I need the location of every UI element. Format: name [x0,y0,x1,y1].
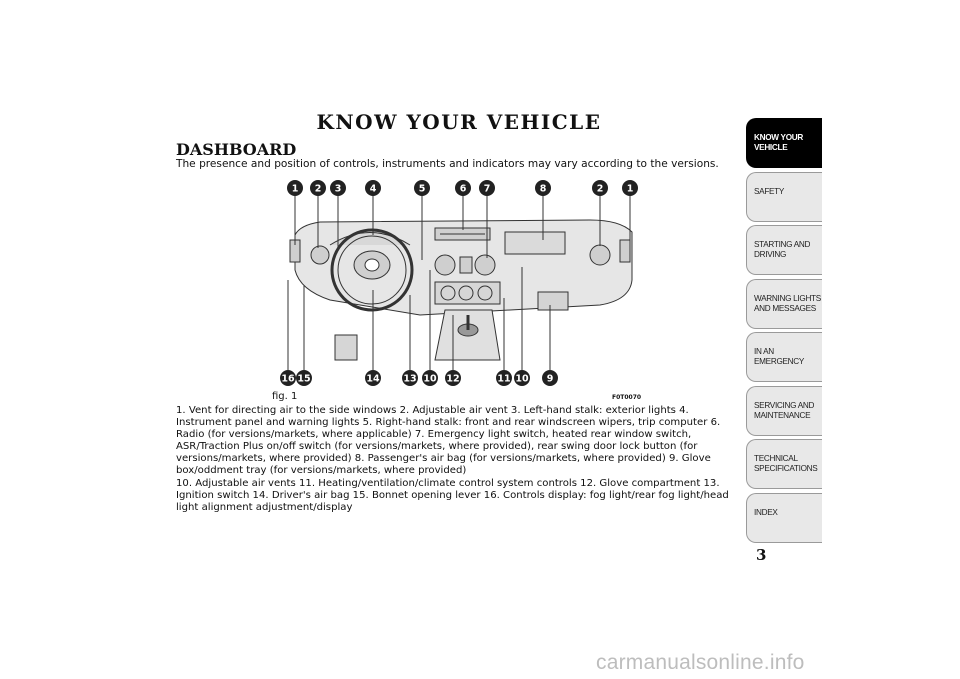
callout-label: 5 [418,183,426,195]
callout-label: 4 [369,183,377,195]
chapter-tabs [746,118,822,546]
tab-in-an-emergency[interactable]: IN AN EMERGENCY [746,332,822,382]
legend-paragraph: 1. Vent for directing air to the side windows 2. Adjustable air vent 3. Left-hand stalk: exterior lights 4. Instrument panel and warning lights 5. Right-hand stalk: front and rear windscreen wipers, trip computer 6. Radio (for versions/markets, where applicable) 7. Emergency light switch, heated rear window switch, ASR/Traction Plus on/off switch (for versions/markets, where provided), rear swing door lock button (for versions/markets, where provided) 8. Passenger's air bag (for versions/markets, where provided) 9. Glove box/oddment tray (for versions/markets, where provided) [176,405,721,477]
callout-label: 1 [626,183,634,195]
callout-label: 14 [366,373,380,385]
chapter-title: KNOW YOUR VEHICLE [316,110,602,134]
callout-label: 9 [546,373,554,385]
tab-technical-specifications[interactable]: TECHNICAL SPECIFICATIONS [746,439,822,489]
tab-know-your-vehicle[interactable]: KNOW YOUR VEHICLE [746,118,822,168]
figure-caption: fig. 1 [272,391,298,402]
tab-index[interactable]: INDEX [746,493,822,543]
tab-warning-lights[interactable]: WARNING LIGHTS AND MESSAGES [746,279,822,329]
callout-label: 2 [314,183,322,195]
callout-label: 3 [334,183,342,195]
watermark: carmanualsonline.info [596,651,805,674]
page-number: 3 [756,546,767,564]
callout-label: 12 [446,373,460,385]
callout-label: 7 [483,183,491,195]
section-intro: The presence and position of controls, instruments and indicators may vary according to the versions. [176,158,719,170]
callout-label: 10 [515,373,529,385]
tab-safety[interactable]: SAFETY [746,172,822,222]
callout-label: 15 [297,373,311,385]
legend-paragraph: 10. Adjustable air vents 11. Heating/ventilation/climate control system controls 12. Glove compartment 13. Ignition switch 14. Driver's air bag 15. Bonnet opening lever 16. Controls display: fog light/rear fog light/head light alignment adjustment/display [176,477,729,513]
tab-starting-and-driving[interactable]: STARTING AND DRIVING [746,225,822,275]
callout-label: 13 [403,373,417,385]
figure-code: F0T0070 [612,394,642,401]
legend-text [176,405,742,514]
callout-label: 11 [497,373,511,385]
dashboard-illustration [260,170,680,402]
callout-label: 10 [423,373,437,385]
callout-label: 1 [291,183,299,195]
callout-label: 6 [459,183,467,195]
callout-label: 16 [281,373,295,385]
callout-label: 8 [539,183,547,195]
tab-servicing-and-maintenance[interactable]: SERVICING AND MAINTENANCE [746,386,822,436]
section-title: DASHBOARD [176,140,297,159]
callout-label: 2 [596,183,604,195]
